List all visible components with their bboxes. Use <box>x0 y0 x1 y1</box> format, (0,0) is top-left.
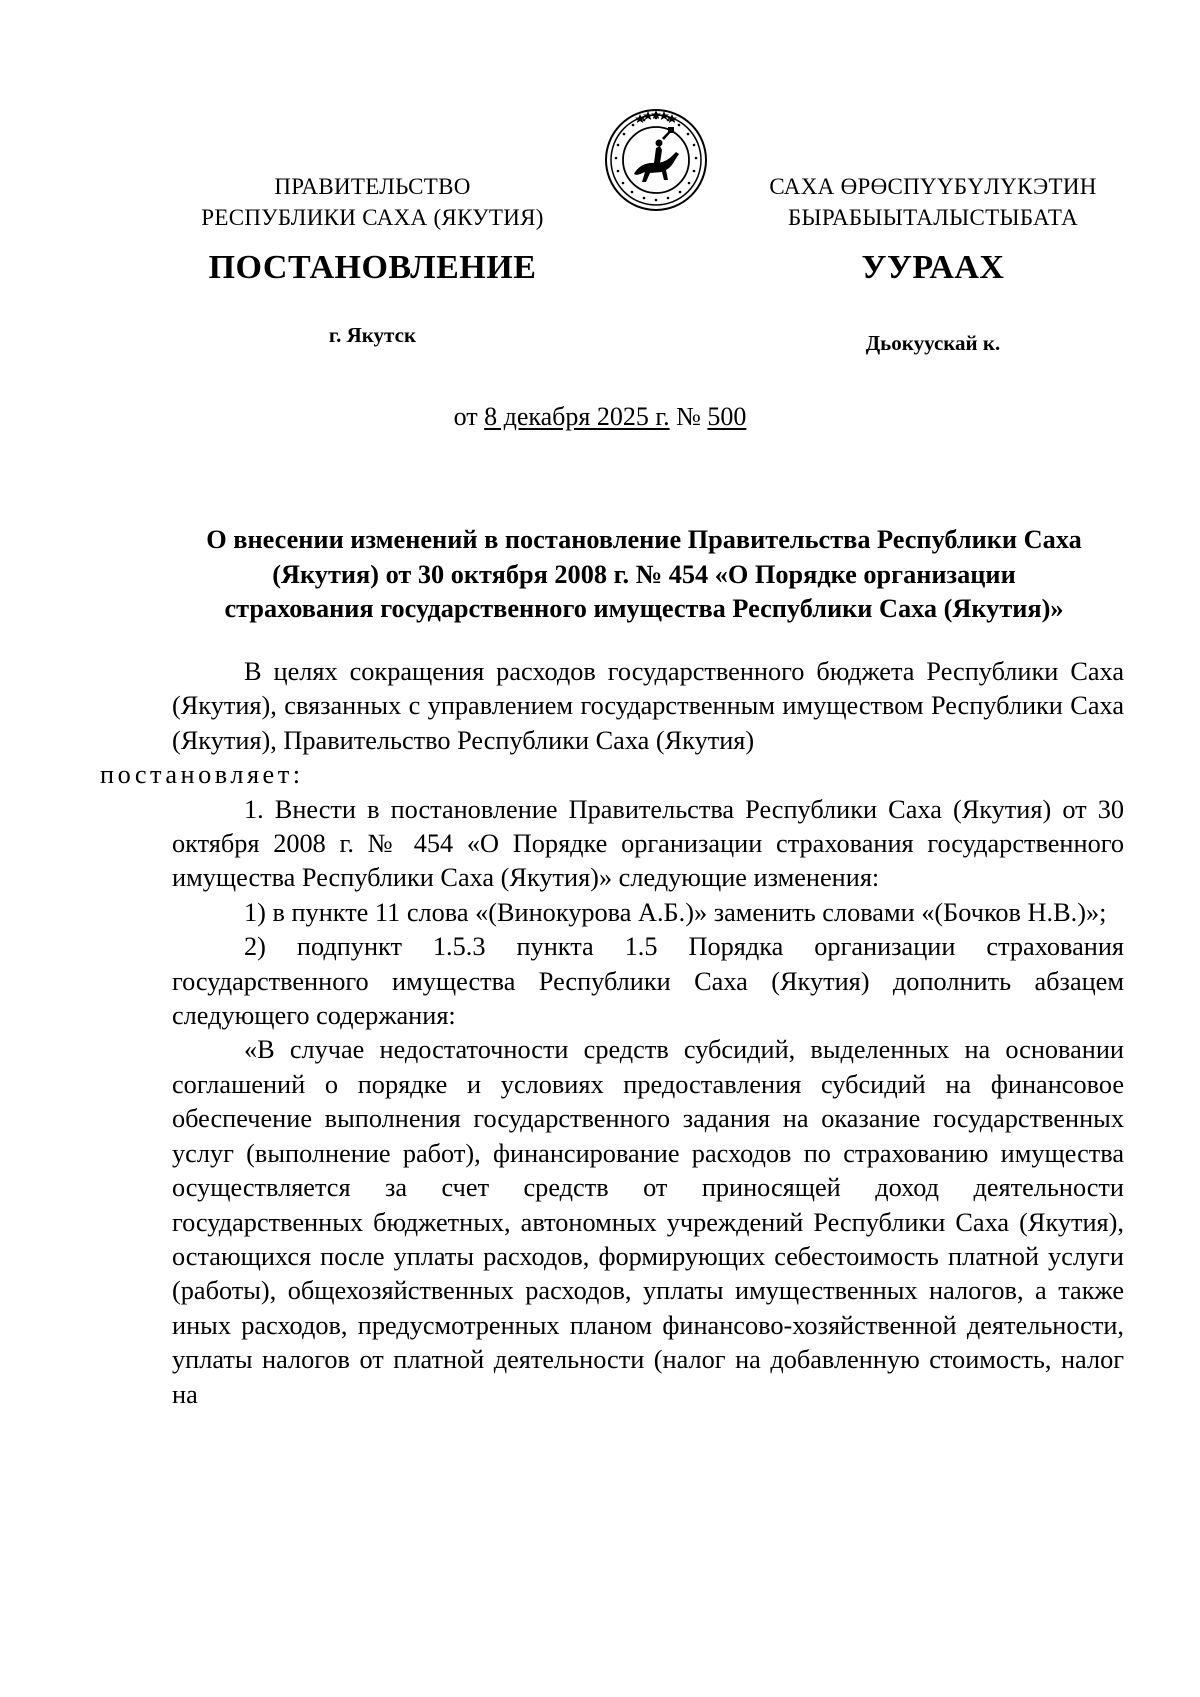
subclause-1-paragraph: 1) в пункте 11 слова «(Винокурова А.Б.)» заменить словами «(Бочков Н.В.)»; <box>244 897 1107 927</box>
subclause-2-paragraph: 2) подпункт 1.5.3 пункта 1.5 Порядка организации страхования государственного имущества Республики Саха (Якутия) дополнить абзацем следующего содержания: <box>172 932 1124 1031</box>
document-type-sakha: УУРААХ <box>861 249 1005 286</box>
government-name-ru-line1: ПРАВИТЕЛЬСТВО <box>274 174 471 199</box>
inserted-text-paragraph: «В случае недостаточности средств субсидий, выделенных на основании соглашений о порядке и условиях предоставления субсидий на финансовое обеспечение выполнения государственного задания на оказание государственных услуг (выполнение работ), финансирование расходов по страхованию имущества осуществляется за счет средств от приносящей доход деятельности государственных бюджетных, автономных учреждений Республики Саха (Якутия), остающихся после уплаты расходов, формирующих себестоимость платной услуги (работы), общехозяйственных расходов, уплаты имущественных налогов, а также иных расходов, предусмотренных планом финансово-хозяйственной деятельности, уплаты налогов от платной деятельности (налог на добавленную стоимость, налог на <box>172 1035 1124 1409</box>
city-ru: г. Якутск <box>328 323 417 347</box>
document-number: 500 <box>707 402 747 431</box>
government-name-sakha-line2: БЫРАБЫЫТАЛЫСТЫБАТА <box>787 205 1079 230</box>
document-date-number <box>0 401 1200 433</box>
government-name-sakha <box>726 171 1140 233</box>
document-type-ru: ПОСТАНОВЛЕНИЕ <box>208 249 537 286</box>
subject-line-1: О внесении изменений в постановление Правительства Республики Саха <box>206 525 1082 554</box>
subject-line-3: страхования государственного имущества Республики Саха (Якутия)» <box>224 594 1064 623</box>
coat-of-arms-emblem-icon <box>604 108 708 212</box>
clause-1-paragraph: 1. Внести в постановление Правительства Республики Саха (Якутия) от 30 октября 2008 г. № 454 «О Порядке организации страхования государственного имущества Республики Саха (Якутия)» следующие изменения: <box>172 794 1124 893</box>
subject-line-2: (Якутия) от 30 октября 2008 г. № 454 «О Порядке организации <box>272 559 1016 589</box>
government-name-ru-line2: РЕСПУБЛИКИ САХА (ЯКУТИЯ) <box>201 205 544 230</box>
date-prefix: от <box>453 402 478 431</box>
resolves-word: постановляет: <box>100 760 304 790</box>
number-sign: № <box>676 402 701 431</box>
document-subject <box>160 523 1128 627</box>
city-sakha: Дьокуускай к. <box>865 331 1001 355</box>
preamble-text: В целях сокращения расходов государственного бюджета Республики Саха (Якутия), связанных с управлением государственным имуществом Республики Саха (Якутия), Правительство Республики Саха (Якутия) <box>172 657 1124 755</box>
government-name-sakha-line1: САХА ӨРӨСПҮҮБҮЛҮКЭТИН <box>769 174 1097 199</box>
document-date: 8 декабря 2025 г. <box>484 402 670 431</box>
preamble-paragraph <box>100 655 1124 793</box>
government-name-ru <box>160 171 585 233</box>
document-body <box>100 655 1124 1412</box>
